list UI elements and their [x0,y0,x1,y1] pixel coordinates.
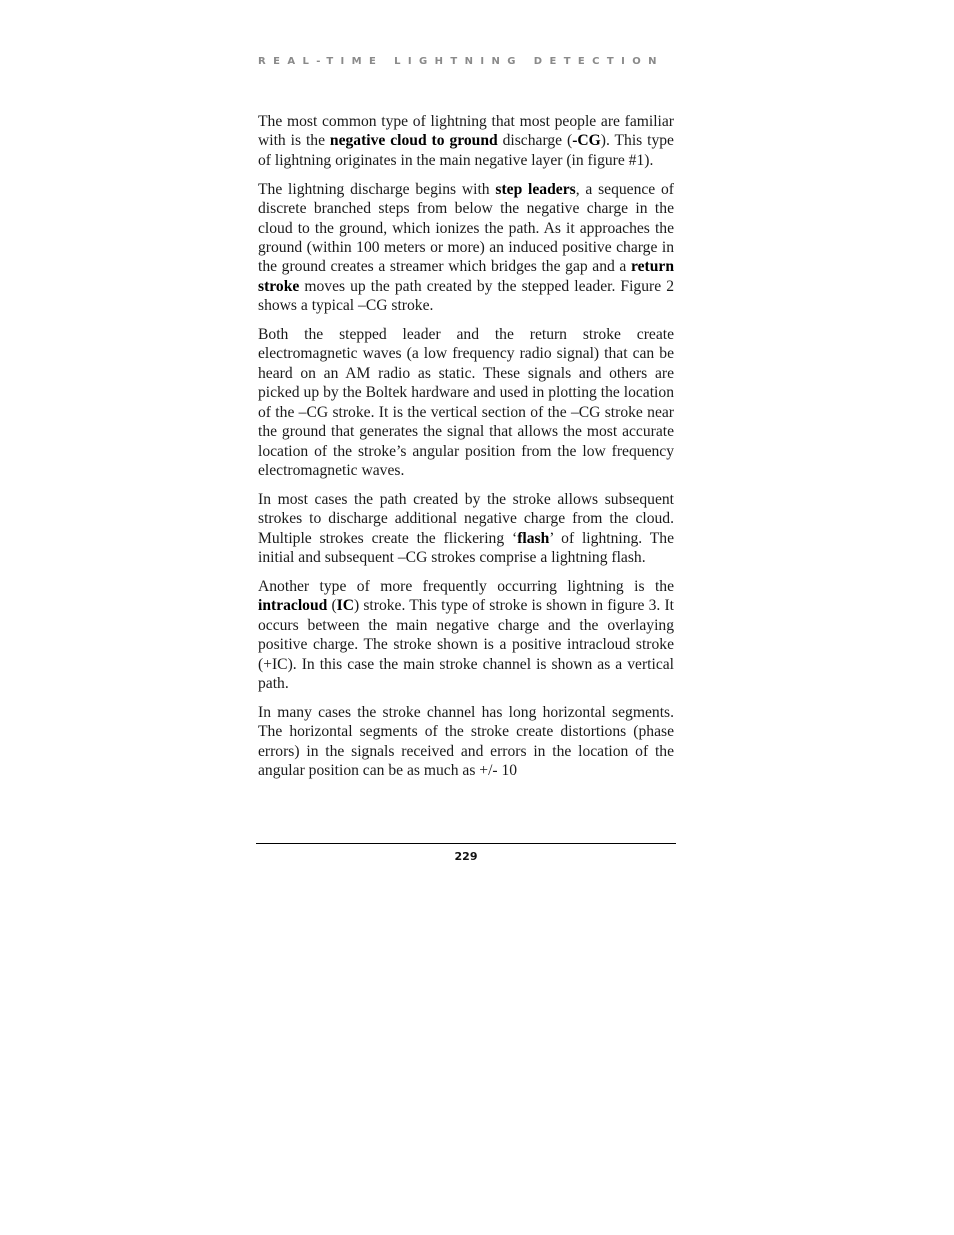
text-run: moves up the path created by the stepped leader. Figure 2 shows a typical –CG stroke. [258,277,674,315]
text-run: ’ of lightning. The initial and subsequent –CG strokes comprise a lightning flash. [258,529,674,567]
text-run: The most common type of lightning that most people are familiar with is the [258,113,674,150]
paragraph-horizontal-segments [258,703,674,781]
text-run: , a sequence of discrete branched steps from below the negative charge in the cloud to the ground, which ionizes the path. As it approaches the ground (within 100 meters or more) an induced positive charge in the ground creates a streamer which bridges the gap and a [258,180,675,276]
paragraph-negative-cg [258,112,674,170]
footer-divider [256,843,676,844]
text-run: In most cases the path created by the stroke allows subsequent strokes to discharge additional negative charge from the cloud. Multiple strokes create the flickering ‘ [258,490,674,547]
bold-term: -CG [572,132,601,150]
body-text [258,112,674,790]
bold-term: step leaders [495,180,576,198]
bold-term: intracloud [258,597,328,615]
paragraph-flash [258,490,674,568]
text-run: ) stroke. This type of stroke is shown in figure 3. It occurs between the main negative charge and the overlaying positive charge. The stroke shown is a positive intracloud stroke (+IC). In this case the main stroke channel is shown as a vertical path. [258,597,674,692]
text-run: discharge ( [497,132,573,150]
text-run: The lightning discharge begins with [258,180,496,198]
text-run: Both the stepped leader and the return stroke create electromagnetic waves (a low frequency radio signal) that can be heard on an AM radio as static. These signals and others are picked up by the Boltek hardware and used in plotting the location of the –CG stroke. It is the vertical section of the –CG stroke near the ground that generates the signal that allows the most accurate location of the stroke’s angular position from the low frequency electromagnetic waves. [258,326,674,479]
bold-term: IC [336,597,355,615]
paragraph-step-leaders [258,180,674,316]
paragraph-electromagnetic-waves [258,325,674,480]
bold-term: return stroke [258,258,674,295]
bold-term: negative cloud to ground [329,132,498,150]
text-run: Another type of more frequently occurring lightning is the [258,577,674,595]
running-header: REAL-TIME LIGHTNING DETECTION [258,56,664,67]
text-run: ( [327,597,337,615]
text-run: In many cases the stroke channel has long horizontal segments. The horizontal segments of the stroke create distortions (phase errors) in the signals received and errors in the location of the angular position can be as much as +/- 10 [258,703,674,780]
text-run: ). This type of lightning originates in the main negative layer (in figure #1). [258,132,674,169]
paragraph-intracloud [258,577,674,693]
bold-term: flash [517,529,550,547]
page-number: 229 [454,850,478,863]
